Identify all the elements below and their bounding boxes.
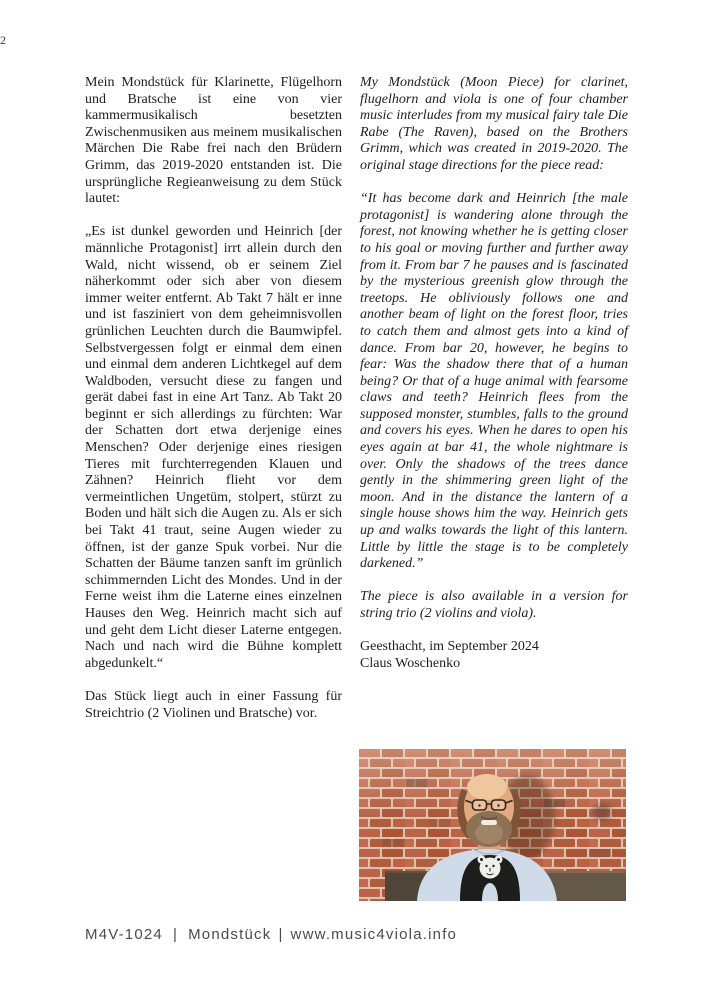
footer-separator: | [278,926,284,943]
footer-piece-title: Mondstück [188,926,272,943]
footer-url: www.music4viola.info [290,926,458,943]
german-paragraph-intro: Mein Mondstück für Klarinette, Flügelhorn und Bratsche ist eine von vier kammermusikalisch besetzten Zwischenmusiken aus meinem musikalischen Märchen Die Rabe frei nach den Brüdern Grimm, das 2019-2020 entstanden ist. Die ursprüngliche Regieanweisung zu dem Stück lautet: [85,75,342,207]
bald-crown [467,774,507,800]
english-paragraph-intro: My Mondstück (Moon Piece) for clarinet, flugelhorn and viola is one of four chamber music interludes from my musical fairy tale Die Rabe (The Raven), based on the Brothers Grimm, which was created in 2019-2020. The original stage directions for the piece read: [360,75,628,173]
page-number: 2 [0,33,6,47]
german-paragraph-stage-directions: „Es ist dunkel geworden und Heinrich [der männliche Protagonist] irrt allein durch den Wald, nicht wissend, ob er seinem Ziel näherkommt oder sich aber von diesem immer weiter entfernt. Ab Takt 7 hält er inne und ist fasziniert von dem geheimnisvollen grünlichen Leuchten durch die Baumwipfel. Selbstvergessen folgt er einmal dem einen und einmal dem anderen Lichtkegel auf dem Waldboden, versucht diese zu fangen und gerät dabei fast in eine Art Tanz. Ab Takt 20 beginnt er sich allerdings zu fürchten: War der Schatten dort etwa derjenige eines Menschen? Oder derjenige eines riesigen Tieres mit furchterregenden Klauen und Zähnen? Heinrich flieht vor dem vermeintlichen Ungetüm, stolpert, stürzt zu Boden und hält sich die Augen zu. Als er sich bei Takt 41 traut, seine Augen wieder zu öffnen, ist der ganze Spuk vorbei. Nur die Schatten der Bäume tanzen sanft im grünlich schimmernden Licht des Mondes. Und in der Ferne weist ihm die Laterne eines einzelnen Hauses den Weg. Heinrich macht sich auf und geht dem Licht dieser Laterne entgegen. Nach und nach wird die Bühne komplett abgedunkelt.“ [85,224,342,671]
signoff-author: Claus Woschenko [360,655,461,671]
footer-separator: | [172,926,179,943]
german-paragraph-version-note: Das Stück liegt auch in einer Fassung für Streichtrio (2 Violinen und Bratsche) vor. [85,688,342,721]
beard-light [475,822,503,844]
signoff-place-date: Geesthacht, im September 2024 [360,639,539,655]
eye-right [497,804,499,806]
footer [85,926,457,943]
german-text-column [85,75,342,722]
smile [481,820,497,825]
signoff [360,639,628,672]
english-paragraph-version-note: The piece is also available in a version for string trio (2 violins and viola). [360,589,628,621]
footer-catalog-number: M4V-1024 [85,926,163,943]
wall-smudge [592,804,612,820]
eye-left [478,804,480,806]
english-text-column [360,75,628,672]
author-photo [359,749,626,901]
english-paragraph-stage-directions: “It has become dark and Heinrich [the male protagonist] is wandering alone through the forest, not knowing whether he is getting closer to his goal or moving further and further away from it. From bar 7 he pauses and is fascinated by the mysterious greenish glow through the treetops. He obliviously follows one and another beam of light on the forest floor, tries to catch them and almost gets into a kind of dance. From bar 20, however, he begins to fear: Was the shadow there that of a human being? Or that of a huge animal with fearsome claws and teeth? Heinrich flees from the supposed monster, stumbles, falls to the ground and covers his eyes. When he dares to open his eyes again at bar 41, the whole nightmare is over. Only the shadows of the trees dance gently in the shimmering green light of the moon. And in the distance the lantern of a single house shows him the way. Heinrich gets up and walks towards the light of this lantern. Little by little the stage is to be completely darkened.” [360,191,628,572]
